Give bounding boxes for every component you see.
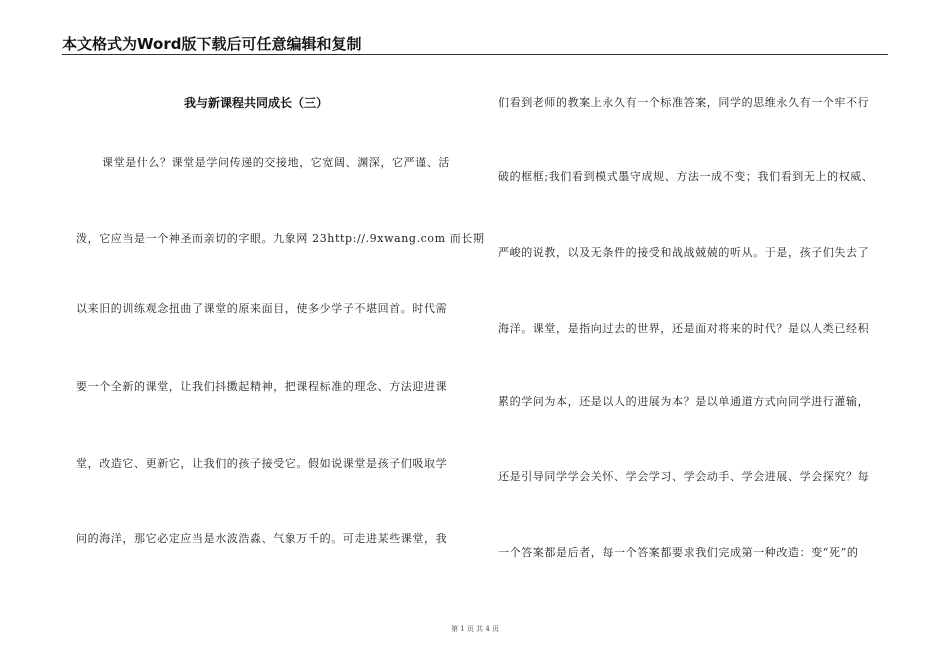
right-line-7: 一个答案都是后者，每一个答案都要求我们完成第一种改造：变“死”的 [498, 546, 859, 559]
right-line-1: 们看到老师的教案上永久有一个标准答案，同学的思维永久有一个牢不行 [498, 96, 870, 109]
right-line-6: 还是引导同学学会关怀、学会学习、学会动手、学会进展、学会探究？每 [498, 470, 870, 483]
document-title: 我与新课程共同成长（三） [183, 96, 328, 110]
left-line-6: 问的海洋，那它必定应当是水波浩淼、气象万千的。可走进某些课堂，我 [76, 532, 448, 545]
header-divider [62, 54, 888, 55]
left-line-1: 课堂是什么？课堂是学问传递的交接地，它宽阔、渊深，它严谨、活 [102, 156, 450, 169]
left-line-3: 以来旧的训练观念扭曲了课堂的原来面目，使多少学子不堪回首。时代需 [76, 302, 448, 315]
header-title: 本文格式为Word版下载后可任意编辑和复制 [62, 35, 362, 53]
right-line-2: 破的框框;我们看到模式墨守成规、方法一成不变；我们看到无上的权威、 [498, 170, 874, 183]
left-line-5: 堂，改造它、更新它，让我们的孩子接受它。假如说课堂是孩子们吸取学 [76, 457, 448, 470]
right-line-3: 严峻的说教，以及无条件的接受和战战兢兢的听从。于是，孩子们失去了 [498, 246, 870, 259]
left-line-2: 泼，它应当是一个神圣而亲切的字眼。九象网 23http://.9xwang.com 而长期 [76, 232, 485, 245]
right-line-4: 海洋。课堂，是指向过去的世界，还是面对将来的时代？是以人类已经积 [498, 322, 870, 335]
left-line-4: 要一个全新的课堂，让我们抖擞起精神，把课程标准的理念、方法迎进课 [76, 380, 448, 393]
page-footer: 第 1 页 共 4 页 [450, 625, 500, 633]
right-line-5: 累的学问为本，还是以人的进展为本？是以单通道方式向同学进行灌输， [498, 395, 870, 408]
